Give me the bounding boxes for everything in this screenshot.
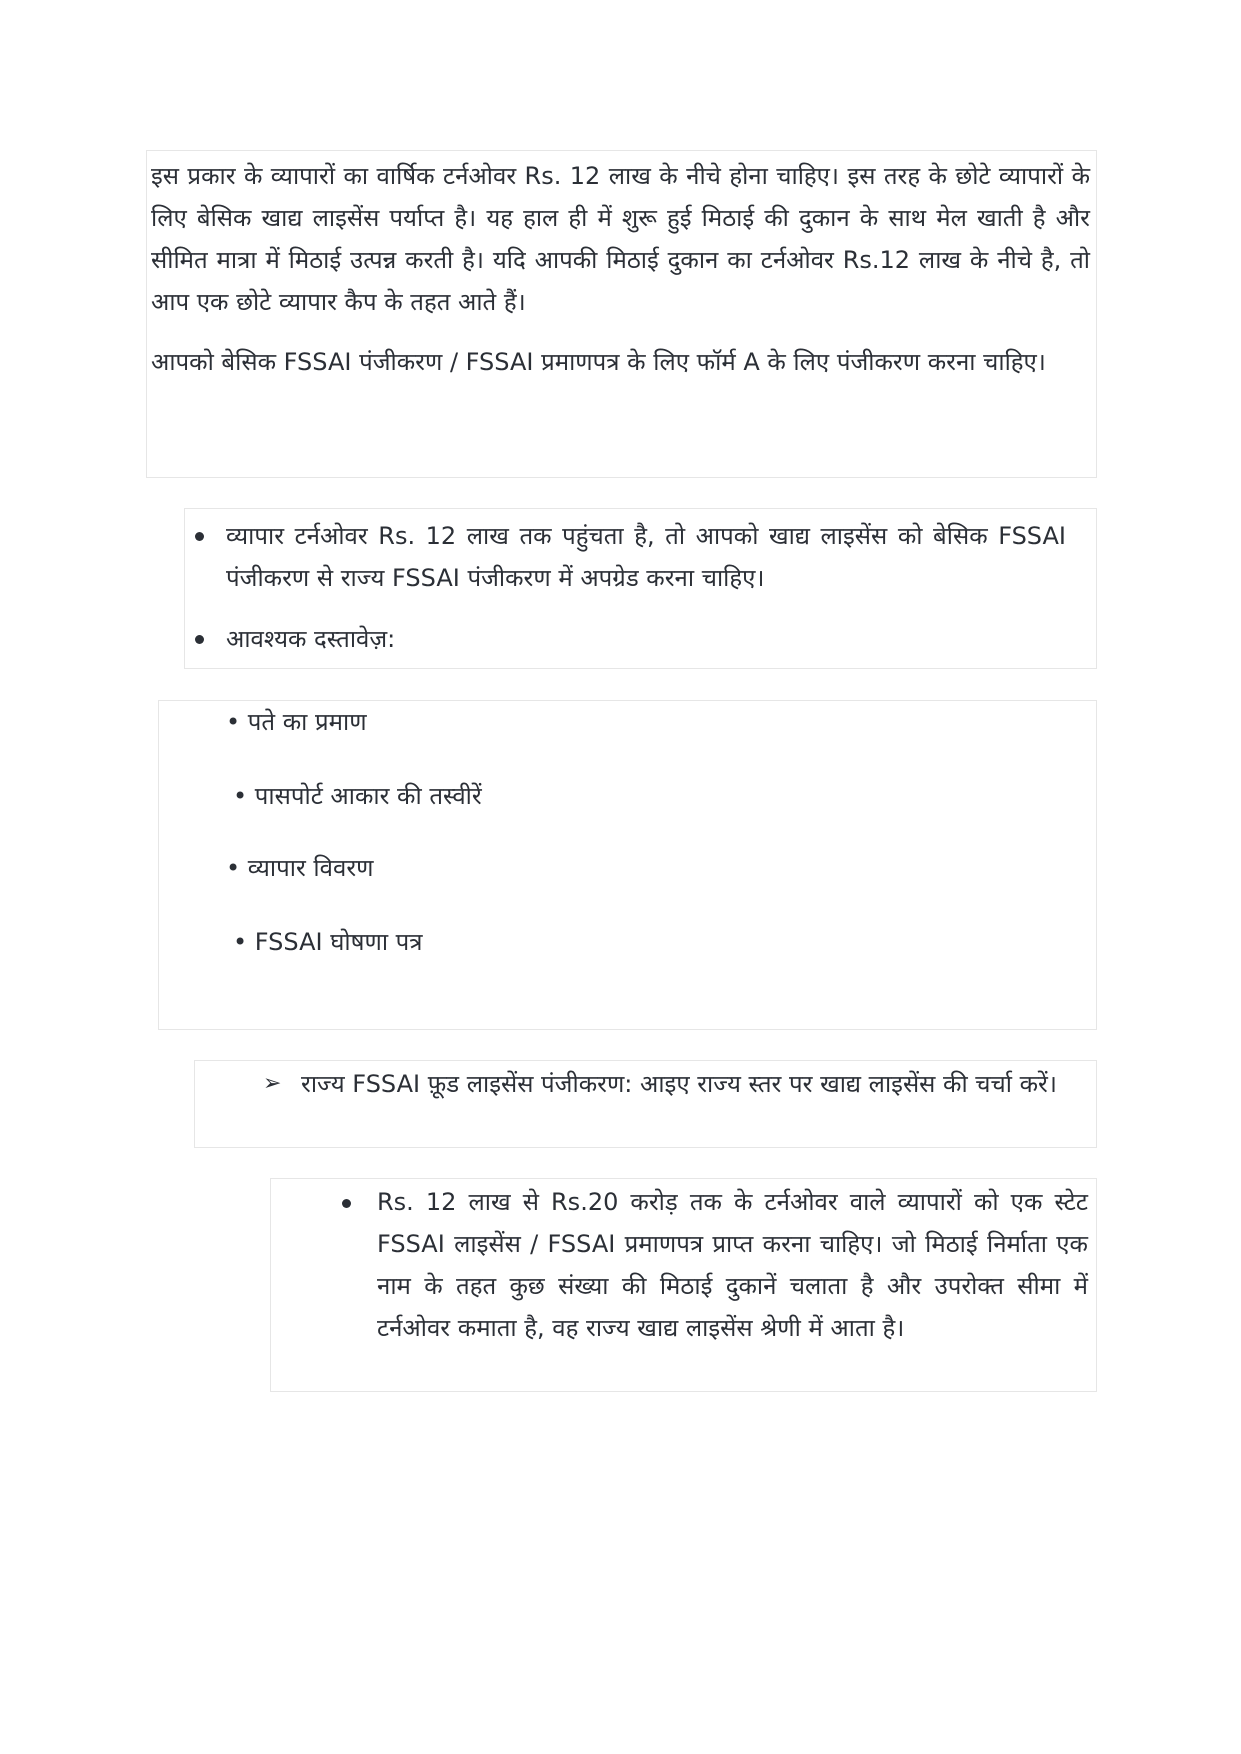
document-item: • पासपोर्ट आकार की तस्वीरें <box>233 782 482 810</box>
list-item <box>195 1063 1086 1105</box>
list-item <box>271 1181 1088 1349</box>
document-item: • FSSAI घोषणा पत्र <box>233 928 423 956</box>
arrow-bullet-icon: ➢ <box>263 1071 282 1096</box>
intro-paragraph-1: इस प्रकार के व्यापारों का वार्षिक टर्नओवर Rs. 12 लाख के नीचे होना चाहिए। इस तरह के छोटे व्यापारों के लिए बेसिक खाद्य लाइसेंस पर्याप्त है। यह हाल ही में शुरू हुई मिठाई की दुकान के साथ मेल खाती है और सीमित मात्रा में मिठाई उत्पन्न करती है। यदि आपकी मिठाई दुकान का टर्नओवर Rs.12 लाख के नीचे है, तो आप एक छोटे व्यापार कैप के तहत आते हैं। <box>151 162 1090 316</box>
state-license-heading: राज्य FSSAI फ़ूड लाइसेंस पंजीकरण: आइए राज्य स्तर पर खाद्य लाइसेंस की चर्चा करें। <box>301 1070 1057 1098</box>
state-license-text: Rs. 12 लाख से Rs.20 करोड़ तक के टर्नओवर वाले व्यापारों को एक स्टेट FSSAI लाइसेंस / FSSAI प्रमाणपत्र प्राप्त करना चाहिए। जो मिठाई निर्माता एक नाम के तहत कुछ संख्या की मिठाई दुकानें चलाता है और उपरोक्त सीमा में टर्नओवर कमाता है, वह राज्य खाद्य लाइसेंस श्रेणी में आता है। <box>377 1188 1088 1342</box>
bullet-icon <box>342 1199 351 1208</box>
required-documents-list <box>158 700 1097 1030</box>
list-item <box>185 618 1066 660</box>
state-license-heading-section <box>194 1060 1097 1148</box>
bullet-icon <box>195 635 204 644</box>
intro-paragraph-2: आपको बेसिक FSSAI पंजीकरण / FSSAI प्रमाणपत्र के लिए फॉर्म A के लिए पंजीकरण करना चाहिए। <box>151 348 1046 376</box>
basic-registration-list <box>184 508 1097 669</box>
list-item-text: व्यापार टर्नओवर Rs. 12 लाख तक पहुंचता है, तो आपको खाद्य लाइसेंस को बेसिक FSSAI पंजीकरण से राज्य FSSAI पंजीकरण में अपग्रेड करना चाहिए। <box>226 522 1066 592</box>
intro-section <box>146 150 1097 478</box>
list-item <box>185 515 1066 599</box>
list-item-text: आवश्यक दस्तावेज़: <box>226 625 396 653</box>
document-item: • व्यापार विवरण <box>226 854 374 882</box>
state-license-details <box>270 1178 1097 1392</box>
bullet-icon <box>195 532 204 541</box>
document-item: • पते का प्रमाण <box>226 708 367 736</box>
